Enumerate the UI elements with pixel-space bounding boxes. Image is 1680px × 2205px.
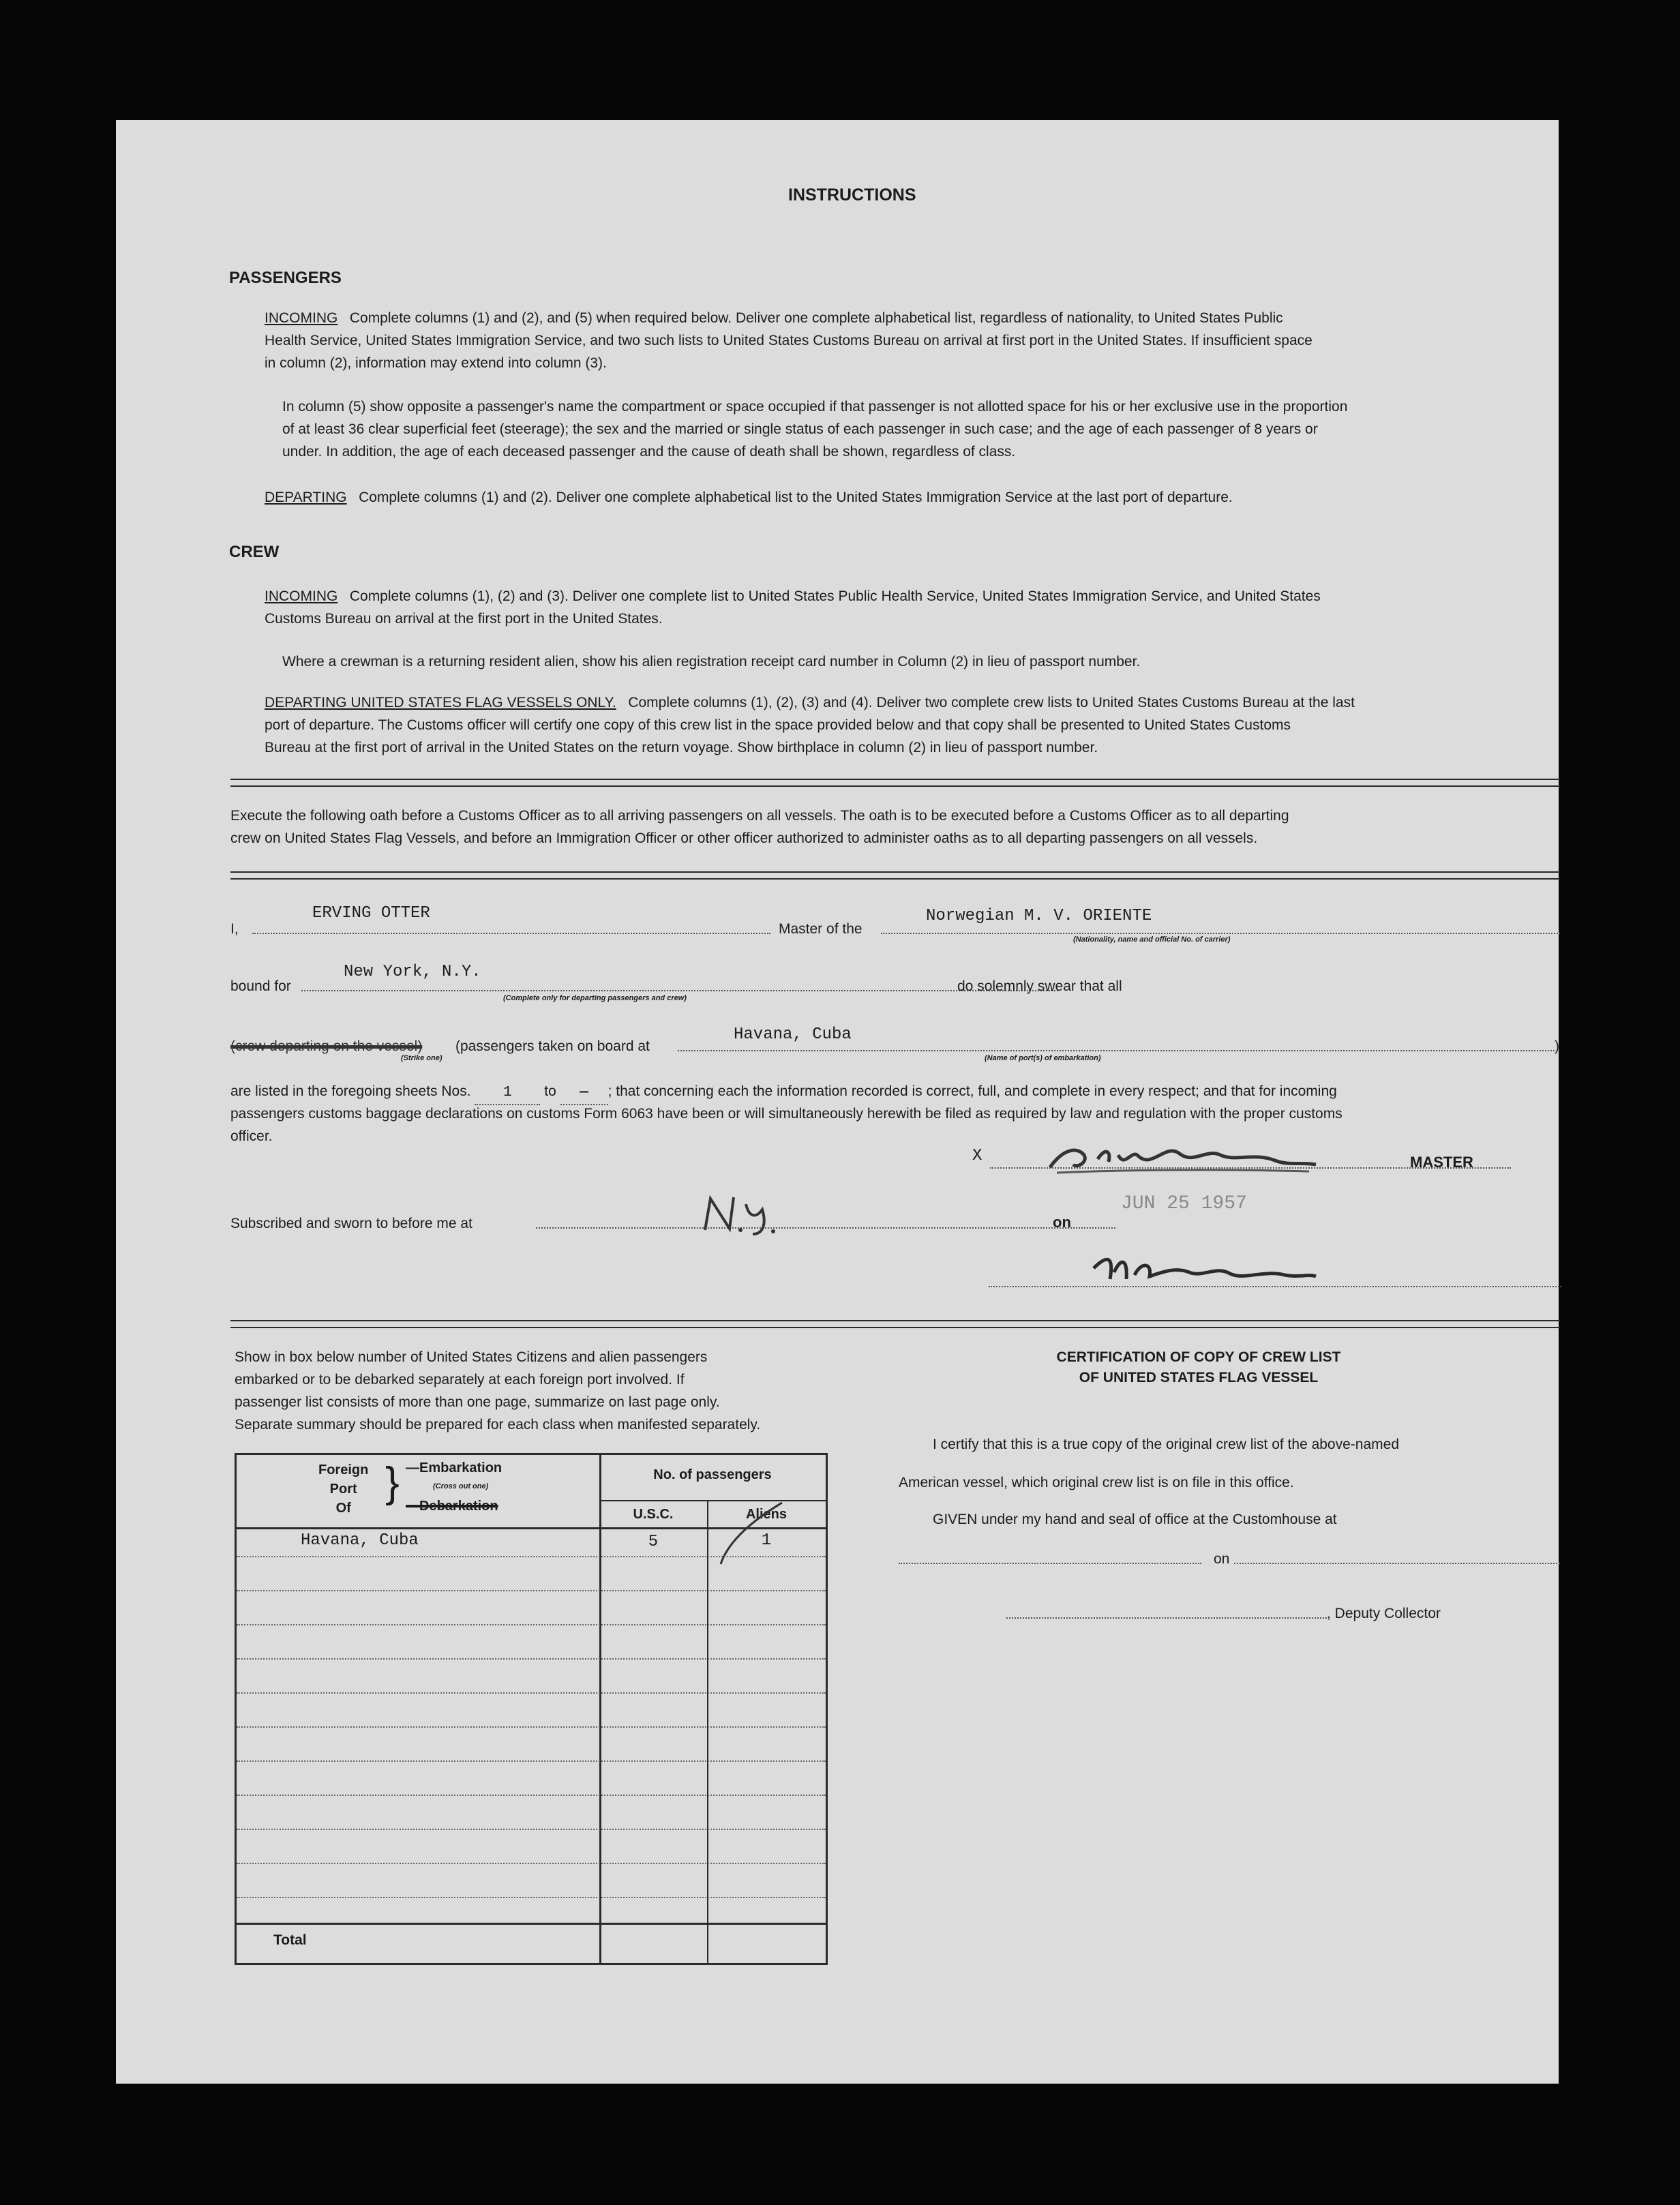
- row-aliens: 1: [761, 1531, 772, 1550]
- table-row-line: [237, 1624, 826, 1625]
- cert-date-line: [1234, 1563, 1560, 1564]
- summary-instructions: [235, 1346, 835, 1436]
- cross-out-label: (Cross out one): [433, 1482, 489, 1490]
- header-port: Port: [329, 1482, 357, 1497]
- no-passengers-header: No. of passengers: [653, 1467, 772, 1482]
- crew-resident-text: Where a crewman is a returning resident alien, show his alien registration receipt card number in Column (2) in lieu of passport number.: [282, 654, 1141, 670]
- master-label: MASTER: [1410, 1154, 1473, 1171]
- bound-for-value: New York, N.Y.: [344, 963, 481, 981]
- row-port: Havana, Cuba: [301, 1531, 419, 1550]
- summary-line: passenger list consists of more than one page, summarize on last page only.: [235, 1394, 720, 1410]
- crew-incoming-line2: Customs Bureau on arrival at the first port in the United States.: [265, 611, 663, 627]
- cert-title-line2: OF UNITED STATES FLAG VESSEL: [1079, 1370, 1319, 1385]
- table-row-line: [237, 1795, 826, 1796]
- struck-crew-text: (crew departing on the vessel): [230, 1038, 423, 1054]
- date-stamp: JUN 25 1957: [1121, 1193, 1247, 1214]
- passengers-incoming-block: [265, 307, 1560, 374]
- embarkation-label: —Embarkation: [406, 1460, 502, 1475]
- total-label: Total: [273, 1932, 307, 1948]
- passengers-incoming-line3: in column (2), information may extend into column (3).: [265, 355, 607, 371]
- passenger-summary-table: [235, 1453, 828, 1965]
- summary-line: Separate summary should be prepared for each class when manifested separately.: [235, 1417, 761, 1432]
- to-label: to: [544, 1083, 556, 1099]
- passengers-heading: PASSENGERS: [229, 269, 342, 287]
- cert-line1: I certify that this is a true copy of the original crew list of the above-named: [933, 1437, 1399, 1452]
- bound-for-label: bound for: [230, 978, 291, 994]
- listed-line: [230, 1080, 1567, 1105]
- summary-line: Show in box below number of United States Citizens and alien passengers: [235, 1349, 708, 1365]
- table-row-line: [237, 1760, 826, 1762]
- foreign-port-header: [318, 1460, 368, 1518]
- header-of: Of: [335, 1501, 351, 1516]
- on-label: on: [1053, 1214, 1071, 1231]
- passengers-departing-block: [265, 486, 1560, 509]
- vessel-caption: (Nationality, name and official No. of carrier): [1073, 935, 1231, 944]
- bound-caption: (Complete only for departing passengers and crew): [503, 994, 687, 1002]
- officer-signature: [1087, 1248, 1319, 1295]
- x-mark: X: [972, 1147, 982, 1165]
- col5-line2: of at least 36 clear superficial feet (steerage); the sex and the married or single status of each passenger in such case; and the age of each passenger of 8 years or: [282, 421, 1318, 437]
- passengers-departing-label: DEPARTING: [265, 490, 347, 505]
- oath-intro-line1: Execute the following oath before a Customs Officer as to all arriving passengers on all vessels. The oath is to be executed before a Customs Officer as to all departing: [230, 808, 1289, 824]
- embark-port-line: [678, 1050, 1555, 1051]
- vessel-line: [881, 933, 1560, 934]
- cert-line2: American vessel, which original crew list is on file in this office.: [899, 1475, 1294, 1490]
- master-name-line: [252, 933, 770, 934]
- sworn-place-handwriting: [695, 1189, 798, 1237]
- subscribed-label: Subscribed and sworn to before me at: [230, 1216, 472, 1231]
- oath-i-label: I,: [230, 921, 239, 937]
- sheet-from-value: 1: [475, 1081, 540, 1105]
- passengers-incoming-line2: Health Service, United States Immigration Service, and two such lists to United States Customs Bureau on arrival at first port in the United States. If insufficient space: [265, 333, 1312, 348]
- deputy-signature-line: [1006, 1617, 1327, 1619]
- master-signature: [1036, 1135, 1323, 1182]
- cert-on-label: on: [1214, 1551, 1230, 1567]
- table-row-line: [237, 1726, 826, 1728]
- passengers-incoming-label: INCOMING: [265, 310, 338, 326]
- col5-line3: under. In addition, the age of each deceased passenger and the cause of death shall be shown, regardless of class.: [282, 444, 1016, 460]
- passengers-col5-block: [282, 395, 1564, 418]
- listed-label: are listed in the foregoing sheets Nos.: [230, 1083, 471, 1099]
- brace-icon: }: [385, 1459, 400, 1506]
- vessel-value: Norwegian M. V. ORIENTE: [926, 907, 1152, 925]
- crew-incoming-label: INCOMING: [265, 588, 338, 604]
- check-mark: [714, 1496, 796, 1578]
- total-line: [237, 1923, 826, 1925]
- certification-title: [953, 1347, 1444, 1388]
- master-name-value: ERVING OTTER: [312, 904, 430, 922]
- sheet-to-value: —: [560, 1081, 608, 1105]
- table-row-line: [237, 1897, 826, 1898]
- crew-departing-line1: Complete columns (1), (2), (3) and (4). Deliver two complete crew lists to United States Customs Bureau at the last: [628, 695, 1355, 710]
- crew-departing-label: DEPARTING UNITED STATES FLAG VESSELS ONLY.: [265, 695, 616, 710]
- col5-line1: In column (5) show opposite a passenger's name the compartment or space occupied if that passenger is not allotted space for his or her exclusive use in the proportion: [282, 399, 1348, 415]
- crew-incoming-line1: Complete columns (1), (2) and (3). Deliver one complete list to United States Public Health Service, United States Immigration Service, and United States: [349, 588, 1321, 604]
- table-row-line: [237, 1556, 826, 1557]
- swear-text: do solemnly swear that all: [957, 978, 1122, 994]
- listed-rest: ; that concerning each the information recorded is correct, full, and complete in every respect; and that for incoming: [608, 1083, 1337, 1099]
- usc-header: U.S.C.: [633, 1507, 674, 1522]
- header-foreign: Foreign: [318, 1462, 369, 1478]
- strike-caption: (Strike one): [401, 1054, 442, 1062]
- crew-departing-line2: port of departure. The Customs officer will certify one copy of this crew list in the space provided below and that copy shall be presented to United States Customs: [265, 717, 1291, 733]
- table-row-line: [237, 1590, 826, 1591]
- column-divider: [707, 1500, 708, 1963]
- crew-departing-block: [265, 691, 1560, 759]
- table-row-line: [237, 1863, 826, 1864]
- cert-place-line: [899, 1563, 1201, 1564]
- table-row-line: [237, 1658, 826, 1660]
- passengers-departing-text: Complete columns (1) and (2). Deliver one complete alphabetical list to the United States Immigration Service at the last port of departure.: [359, 490, 1233, 505]
- section-divider: [230, 1320, 1560, 1328]
- bound-for-line: [301, 990, 1058, 991]
- crew-incoming-block: [265, 585, 1560, 630]
- oath-line2: passengers customs baggage declarations on customs Form 6063 have been or will simultaneously herewith be filed as required by law and regulation with the proper customs: [230, 1106, 1342, 1122]
- table-row-line: [237, 1829, 826, 1830]
- embark-caption: (Name of port(s) of embarkation): [985, 1054, 1101, 1062]
- close-paren: ): [1555, 1038, 1559, 1054]
- summary-line: embarked or to be debarked separately at each foreign port involved. If: [235, 1372, 685, 1388]
- column-divider: [599, 1455, 601, 1963]
- sworn-place-line: [536, 1227, 1115, 1229]
- row-usc: 5: [648, 1533, 659, 1551]
- deputy-label: , Deputy Collector: [1327, 1606, 1441, 1621]
- debarkation-label: —Debarkation: [406, 1499, 498, 1514]
- oath-intro-line2: crew on United States Flag Vessels, and before an Immigration Officer or other officer authorized to administer oaths as to all departing passengers on all vessels.: [230, 830, 1258, 846]
- instructions-title: INSTRUCTIONS: [788, 185, 916, 205]
- passengers-taken-label: (passengers taken on board at: [455, 1038, 650, 1054]
- crew-departing-line3: Bureau at the first port of arrival in the United States on the return voyage. Show birthplace in column (2) in lieu of passport number.: [265, 740, 1098, 755]
- passengers-incoming-line1: Complete columns (1) and (2), and (5) when required below. Deliver one complete alphabetical list, regardless of nationality, to United States Public: [349, 310, 1283, 326]
- aliens-header: Aliens: [745, 1507, 787, 1522]
- cert-line3: GIVEN under my hand and seal of office at the Customhouse at: [933, 1512, 1337, 1527]
- section-divider: [230, 779, 1560, 787]
- master-of-label: Master of the: [779, 921, 862, 937]
- embark-port-value: Havana, Cuba: [734, 1025, 852, 1044]
- crew-heading: CREW: [229, 543, 280, 561]
- table-row-line: [237, 1692, 826, 1694]
- oath-intro: [230, 805, 1560, 850]
- section-divider: [230, 871, 1560, 880]
- oath-line3: officer.: [230, 1128, 273, 1144]
- cert-title-line1: CERTIFICATION OF COPY OF CREW LIST: [1056, 1349, 1341, 1365]
- form-page: [116, 120, 1559, 2084]
- passengers-col5-cont: [282, 418, 1564, 463]
